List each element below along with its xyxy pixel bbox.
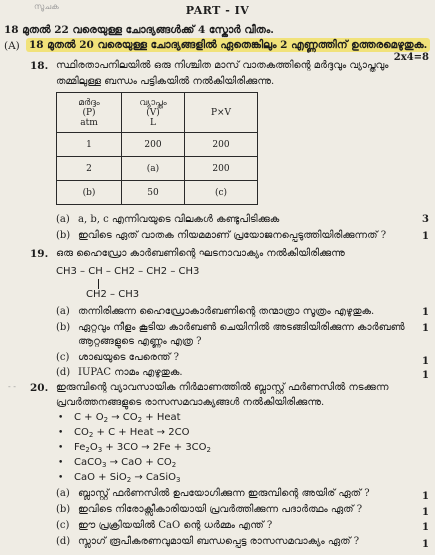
reaction-5: CaO + SiO$_2$ → CaSiO$_3$: [74, 472, 181, 484]
q18a-text: a, b, c എന്നിവയുടെ വിലകൾ കണ്ടുപിടിക്കുക: [78, 214, 280, 225]
q20-margin-note: - -: [8, 382, 16, 391]
q19d-text: IUPAC നാമം എഴുതുക.: [78, 367, 183, 378]
q18-number: 18.: [30, 60, 49, 72]
header-volume-symbol: (V): [146, 107, 160, 118]
reaction-2: $CO_2 + C$ + Heat → 2CO: [74, 427, 190, 439]
q20a-mark: 1: [422, 491, 429, 502]
q19c-mark: 1: [422, 356, 429, 367]
instruction-line-1: 18 മുതൽ 22 വരെയുള്ള ചോദ്യങ്ങൾക്ക് 4 സ്കോർ വീതം.: [4, 24, 274, 36]
q18b-mark: 1: [422, 231, 429, 242]
q19b-text-1: ഏറ്റവും നീളം കൂടിയ കാർബൺ ചെയിനിൽ അടങ്ങിയിരിക്കുന്ന കാർബൺ: [78, 322, 405, 333]
q19a-mark: 1: [422, 307, 429, 318]
table-row: [57, 181, 258, 205]
q19d-label: (d): [56, 367, 71, 378]
bullet: •: [58, 458, 64, 468]
q20-number: 20.: [30, 382, 49, 394]
q20c-text: ഈ പ്രക്രിയയിൽ CaO ന്റെ ധർമ്മം എന്ത് ?: [78, 520, 273, 531]
header-volume-name: വ്യാപ്തം: [139, 97, 167, 108]
instruction-total: 2x4=8: [393, 52, 429, 63]
header-volume-unit: L: [150, 117, 156, 128]
pressure-volume-table: [56, 92, 258, 205]
q19b-mark: 1: [422, 323, 429, 334]
q18b-label: (b): [56, 230, 71, 241]
q20-text-1: ഇരുമ്പിന്റെ വ്യാവസായിക നിർമാണത്തിൽ ബ്ലാസ്റ്റ് ഫർണസിൽ നടക്കുന്ന: [56, 382, 389, 393]
table-cell: 200: [185, 133, 258, 157]
q20d-label: (d): [56, 536, 71, 547]
table-cell: 200: [185, 157, 258, 181]
q18a-mark: 3: [422, 214, 429, 225]
reaction-3: $Fe_2O_3 + 3CO \to 2Fe + 3CO_2$: [74, 442, 212, 454]
q20c-label: (c): [56, 520, 70, 531]
table-header-volume: [122, 93, 185, 133]
table-cell: (c): [185, 181, 258, 205]
table-cell: 2: [57, 157, 122, 181]
table-cell: 200: [122, 133, 185, 157]
q19-formula-main: CH3 – CH – CH2 – CH2 – CH3: [56, 266, 200, 277]
q20b-text: ഇവിടെ നിരോക്സീകാരിയായി പ്രവർത്തിക്കുന്ന പദാർത്ഥം ഏത് ?: [78, 504, 363, 515]
q19a-text: തന്നിരിക്കുന്ന ഹൈഡ്രോകാർബണിന്റെ തന്മാത്രാ സൂത്രം എഴുതുക.: [78, 306, 375, 317]
bullet: •: [58, 443, 64, 453]
table-cell: 50: [122, 181, 185, 205]
q19d-mark: 1: [422, 370, 429, 381]
q19-branch-bond: [98, 279, 99, 289]
table-cell: (a): [122, 157, 185, 181]
q20-text-2: പ്രവർത്തനങ്ങളുടെ രാസസമവാക്യങ്ങൾ നൽകിയിരിക്കുന്നു.: [56, 397, 325, 408]
bullet: •: [58, 428, 64, 438]
margin-note: സൂചക: [34, 2, 59, 11]
reaction-1: $C + O_2 \to CO_2$ + Heat: [74, 412, 181, 424]
table-cell: 1: [57, 133, 122, 157]
q20b-label: (b): [56, 504, 71, 515]
q20c-mark: 1: [422, 522, 429, 533]
q19-formula-branch: CH2 – CH3: [86, 289, 140, 300]
header-pressure-symbol: (P): [82, 107, 96, 118]
reaction-4: CaCO$_3$ → CaO + $CO_2$: [74, 457, 177, 469]
table-cell: (b): [57, 181, 122, 205]
bullet: •: [58, 413, 64, 423]
table-row: [57, 157, 258, 181]
q18-text-1: സ്ഥിരതാപനിലയിൽ ഒരു നിശ്ചിത മാസ് വാതകത്തിന്റെ മർദ്ദവും വ്യാപ്തവും: [56, 60, 389, 71]
q18-text-2: തമ്മിലുള്ള ബന്ധം പട്ടികയിൽ നൽകിയിരിക്കുന്നു.: [56, 76, 275, 87]
q19-number: 19.: [30, 248, 49, 260]
q20d-text: സ്ലാഗ് രൂപീകരണവുമായി ബന്ധപ്പെട്ട രാസസമവാക്യം ഏത് ?: [78, 536, 360, 547]
q20d-mark: 1: [422, 539, 429, 550]
q20a-label: (a): [56, 488, 70, 499]
q18b-text: ഇവിടെ ഏത് വാതക നിയമമാണ് പ്രയോജനപ്പെടുത്തിയിരിക്കുന്നത് ?: [78, 230, 387, 241]
part-title: PART - IV: [185, 4, 250, 17]
q19a-label: (a): [56, 306, 70, 317]
table-header-pxv: P×V: [185, 93, 258, 133]
q20a-text: ബ്ലാസ്റ്റ് ഫർണസിൽ ഉപയോഗിക്കുന്ന ഇരുമ്പിന്റെ അയിര് ഏത് ?: [78, 488, 370, 499]
header-pressure-unit: atm: [80, 117, 98, 128]
instruction-line-2-wrap: [26, 39, 430, 52]
q19b-label: (b): [56, 322, 71, 333]
instruction-label: (A): [4, 40, 20, 52]
instruction-line-2: 18 മുതൽ 20 വരെയുള്ള ചോദ്യങ്ങളിൽ ഏതെങ്കിലും 2 എണ്ണത്തിന് ഉത്തരമെഴുതുക.: [26, 38, 430, 52]
q18a-label: (a): [56, 214, 70, 225]
q19c-label: (c): [56, 352, 70, 363]
bullet: •: [58, 473, 64, 483]
q19-text: ഒരു ഹൈഡ്രോ കാർബണിന്റെ ഘടനാവാക്യം നൽകിയിരിക്കുന്നു: [56, 248, 345, 259]
q19c-text: ശാഖയുടെ പേരെന്ത് ?: [78, 352, 179, 363]
q20b-mark: 1: [422, 507, 429, 518]
q19b-text-2: ആറ്റങ്ങളുടെ എണ്ണം എത്ര ?: [78, 336, 202, 347]
table-header-pressure: [57, 93, 122, 133]
table-row: [57, 133, 258, 157]
header-pressure-name: മർദ്ദം: [78, 97, 100, 108]
